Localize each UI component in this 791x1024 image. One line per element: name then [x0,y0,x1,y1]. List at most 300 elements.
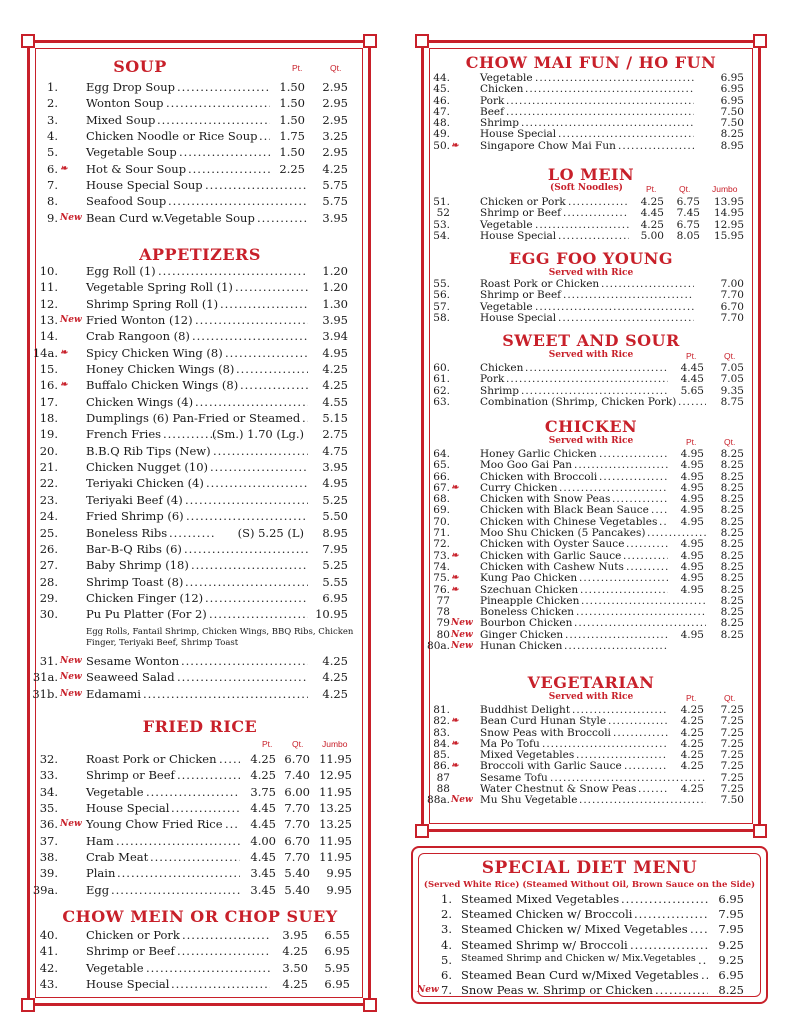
item-number: 77 [436,594,450,607]
item-name: Chicken Finger (12) [86,590,204,605]
leader-dots [150,849,240,865]
appetizers-new-list [30,653,368,702]
leader-dots [525,84,694,95]
item-price: 7.45 [676,207,700,220]
leader-dots [599,449,668,460]
item-number: 57. [433,300,450,313]
item-name: Water Chestnut & Snow Peas [480,783,637,796]
item-name: Broccoli with Garlic Sauce [480,760,622,773]
corner-ornament [363,998,377,1012]
menu-item-row [424,449,758,460]
item-name: Chicken with Oyster Sauce [480,538,625,551]
new-icon: New [417,985,439,996]
item-name: Shrimp Spring Roll (1) [86,296,219,311]
item-price: 1.20 [322,280,348,295]
menu-item-row [30,263,368,279]
item-price: 4.95 [680,470,704,483]
lo-mein-section [424,165,758,242]
item-name: Egg [86,882,110,897]
item-price: 4.25 [680,760,704,773]
item-price: 5.15 [322,411,348,426]
item-number: 8. [47,194,58,209]
item-number: 63. [433,395,450,408]
leader-dots [621,892,708,906]
item-number: 65. [433,459,450,472]
item-name: Shrimp Toast (8) [86,574,184,589]
item-price: 4.45 [250,801,276,816]
special-diet-subtitle: (Served White Rice) (Steamed Without Oil, Brown Sauce on the Side) [423,880,756,890]
chicken-list [424,449,758,652]
item-price: 8.25 [720,606,744,619]
item-number: 22. [39,476,58,491]
menu-item-row [30,492,368,508]
item-name: Boneless Chicken [480,606,575,619]
col-header-pt: Pt. [686,437,697,447]
item-number: 74. [433,560,450,573]
section-title: EGG FOO YOUNG [509,249,673,268]
item-name: House Special [480,128,557,141]
item-name: Curry Chicken [480,481,558,494]
section-title: CHICKEN [544,417,638,436]
item-price: 4.25 [322,362,348,377]
col-header-pt: Pt. [686,351,697,361]
item-name: Mu Shu Vegetable [480,794,578,807]
item-price: 5.50 [322,509,348,524]
item-price: 4.95 [680,628,704,641]
soup-section [30,57,368,225]
item-number: 19. [39,427,58,442]
item-name: House Special [480,311,557,324]
item-name: Shrimp [480,117,520,130]
leader-dots [158,263,308,279]
item-price: 4.25 [282,977,308,992]
leader-dots [179,144,270,160]
item-name: Pu Pu Platter (For 2) [86,607,207,622]
item-price: 4.95 [680,572,704,585]
item-name: Seaweed Salad [86,670,175,685]
item-price: 6.75 [676,218,700,231]
item-price: 6.95 [720,94,744,107]
item-price: 4.95 [680,515,704,528]
item-name: Bean Curd w.Vegetable Soup [86,210,255,225]
leader-dots [580,585,668,596]
item-number: 39a. [32,882,58,897]
leader-dots [157,112,270,128]
chili-icon: ❧ [60,163,68,174]
item-price: 7.70 [284,801,310,816]
item-price: 4.95 [680,459,704,472]
item-number: 60. [433,362,450,374]
menu-item-row [424,141,758,152]
item-name: Combination (Shrimp, Chicken Pork) [480,395,677,408]
leader-dots [568,197,629,208]
item-price: 4.45 [640,207,664,220]
item-price: 5.65 [680,384,704,397]
item-name: Dumplings (6) Pan-Fried or Steamed [86,411,301,426]
item-price: 6.95 [718,968,744,982]
item-price: 12.95 [319,768,352,783]
item-price: 6.75 [676,196,700,208]
menu-item-row [30,849,368,865]
item-name: Edamami [86,686,141,701]
item-price: 5.25 [322,558,348,573]
item-name: Plain [86,866,116,881]
item-name: Vegetable [480,72,533,84]
menu-item-row [30,112,368,128]
leader-dots [209,606,308,622]
menu-item-row [424,220,758,231]
item-number: 45. [433,83,450,96]
item-number: 18. [39,411,58,426]
menu-item-row [30,800,368,816]
col-header-pt: Pt. [686,693,697,703]
item-price: 7.25 [720,771,744,784]
fried-rice-section [30,717,368,897]
item-name: Moo Shu Chicken (5 Pancakes) [480,527,646,540]
item-price: 7.70 [284,850,310,865]
item-price: 5.95 [324,960,350,975]
menu-item-row [30,177,368,193]
item-price: 7.25 [720,783,744,796]
item-name: Chicken with Garlic Sauce [480,549,622,562]
col-header-qt: Qt. [724,437,736,447]
menu-item-row [30,882,368,898]
col-header-qt: Qt. [679,184,691,194]
new-icon: New [451,795,473,806]
leader-dots [690,922,708,936]
item-price: 3.45 [250,866,276,881]
item-price: 8.25 [720,128,744,141]
item-name: Sesame Wonton [86,654,180,668]
item-price: 1.30 [322,296,348,311]
item-name: Vegetable [480,218,533,231]
item-price: 11.95 [319,833,352,848]
menu-item-row [30,459,368,475]
item-price: 3.95 [282,928,308,942]
leader-dots [116,833,240,849]
item-number: 66. [433,470,450,483]
leader-dots [182,927,270,943]
item-number: 31a. [32,670,58,685]
item-price: 6.00 [284,784,310,799]
menu-item-row [30,128,368,144]
item-price: 3.94 [322,329,348,344]
item-price: 6.95 [720,83,744,96]
item-name: Vegetable Spring Roll (1) [86,280,233,295]
menu-item-row [30,960,368,976]
item-price: 4.95 [322,476,348,491]
item-number: 81. [433,704,450,716]
item-name: Vegetable [480,300,533,313]
leader-dots [235,279,308,295]
item-name: Pork [480,373,505,386]
new-icon: New [451,618,473,629]
leader-dots [195,312,308,328]
item-name: Chicken with Black Bean Sauce [480,504,649,517]
item-name: Hunan Chicken [480,640,563,653]
col-header-pt: Pt. [292,63,303,73]
corner-ornament [415,824,429,838]
item-number: 33. [39,768,58,783]
menu-item-row [424,716,758,727]
item-number: 70. [433,515,450,528]
item-price: 12.95 [713,218,744,231]
item-price: 6.95 [324,944,350,959]
col-header-qt: Qt. [292,739,304,749]
egg-foo-young-section [424,249,758,324]
item-price: 7.25 [720,704,744,716]
item-name: Shrimp or Beef [86,944,175,959]
leader-dots [579,795,706,806]
item-price: 4.25 [680,704,704,716]
item-price: 4.25 [680,726,704,739]
item-price: 6.95 [322,590,348,605]
item-price: 8.25 [720,470,744,483]
chili-icon: ❧ [451,738,459,749]
leader-dots [177,669,308,685]
new-icon: New [451,629,473,640]
item-number: 43. [39,977,58,992]
leader-dots [177,79,270,95]
item-price: 8.25 [720,504,744,517]
item-name: Ma Po Tofu [480,737,540,750]
menu-item-row [424,641,758,652]
item-number: 41. [39,944,58,959]
diet-item-row [417,983,748,998]
menu-item-row [30,296,368,312]
leader-dots [169,525,216,541]
item-price: 4.45 [250,850,276,865]
item-price: 8.25 [720,560,744,573]
item-number: 13. [39,313,58,328]
menu-item-row [424,197,758,208]
item-name: Mixed Soup [86,112,156,127]
menu-item-row [424,460,758,471]
leader-dots [574,460,668,471]
item-name: Roast Pork or Chicken [86,752,217,766]
leader-dots [177,943,270,959]
item-price: 8.25 [720,617,744,630]
menu-item-row [30,669,368,685]
item-name: Chicken with Snow Peas [480,493,611,506]
item-number: 44. [433,72,450,84]
item-price: 4.95 [680,481,704,494]
item-price: 4.25 [680,783,704,796]
new-icon: New [60,819,82,830]
leader-dots [163,426,216,442]
menu-item-row [30,574,368,590]
item-name: Shrimp or Beef [480,289,562,302]
col-header-jumbo: Jumbo [322,739,348,749]
platter-note: Egg Rolls, Fantail Shrimp, Chicken Wings, BBQ Ribs, Chicken Finger, Teriyaki Beef, Shrimp Toast [86,627,354,648]
leader-dots [563,208,629,219]
soup-list [30,79,368,226]
item-price: 2.95 [322,96,348,111]
item-price: 5.25 [322,492,348,507]
item-number: 46. [433,94,450,107]
item-price: 1.50 [279,112,305,127]
menu-item-row [30,653,368,669]
item-price: 8.25 [720,594,744,607]
corner-ornament [21,998,35,1012]
item-number: 36. [39,817,58,832]
item-number: 16. [39,378,58,393]
item-name: Teriyaki Chicken (4) [86,476,204,491]
item-price: 7.25 [720,737,744,750]
item-price: 7.70 [284,817,310,832]
leader-dots [564,641,668,652]
item-number: 75. [433,572,450,585]
leader-dots [525,363,668,374]
item-price: 5.75 [322,178,348,193]
item-price: 8.25 [720,549,744,562]
item-price: 1.20 [322,264,348,278]
item-name: Young Chow Fried Rice [86,817,223,832]
item-price: 8.95 [322,525,348,540]
item-name: Kung Pao Chicken [480,572,578,585]
item-number: 11. [39,280,58,295]
item-price: 9.25 [718,952,744,967]
leader-dots [191,557,308,573]
item-number: 20. [39,443,58,458]
item-price: 4.25 [640,218,664,231]
item-price: 14.95 [713,207,744,220]
leader-dots [630,938,708,952]
item-price: 4.55 [322,394,348,409]
menu-item-row [30,865,368,881]
leader-dots [626,562,668,573]
chow-mein-list [30,927,368,992]
leader-dots [638,784,668,795]
item-name: Roast Pork or Chicken [480,278,600,290]
menu-item-row [424,761,758,772]
menu-item-row [30,767,368,783]
item-price: 1.50 [279,80,305,94]
item-number: 55. [433,278,450,290]
leader-dots [143,686,308,702]
item-number: 72. [433,538,450,551]
item-number: 42. [39,960,58,975]
item-price: 7.25 [720,715,744,728]
leader-dots [168,193,308,209]
leader-dots [506,96,694,107]
item-price: 3.50 [282,960,308,975]
item-number: 54. [433,229,450,242]
menu-item-row [30,606,368,622]
leader-dots [205,177,308,193]
item-price: 4.95 [680,504,704,517]
diet-item-row [431,938,748,953]
diet-item-row [431,968,748,983]
item-number: 80 [436,628,450,641]
menu-item-row [30,345,368,361]
leader-dots [210,459,308,475]
item-name: Vegetable [86,784,144,799]
section-subtitle: Served with Rice [548,692,634,702]
menu-item-row [424,290,758,301]
item-price: 9.95 [326,866,352,881]
menu-item-row [30,686,368,702]
leader-dots [624,761,668,772]
item-price: 7.70 [720,311,744,324]
leader-dots [623,551,668,562]
leader-dots [581,596,706,607]
leader-dots [655,983,708,997]
item-number: 80a. [427,640,450,653]
menu-item-row [30,279,368,295]
new-icon: New [60,212,82,223]
leader-dots [698,953,708,967]
leader-dots [506,107,694,118]
item-price: 7.50 [720,105,744,118]
item-number: 35. [39,801,58,816]
item-price: 6.70 [284,833,310,848]
item-name: Vegetable Soup [86,145,177,160]
col-header-pt: Pt. [646,184,657,194]
item-name: Steamed Chicken w/ Broccoli [461,907,633,922]
corner-ornament [363,34,377,48]
item-name: Hot & Sour Soup [86,161,187,176]
col-header-qt: Qt. [330,63,342,73]
item-price: 9.25 [718,937,744,952]
item-number: 76. [433,583,450,596]
item-price: 2.95 [322,145,348,160]
fried-rice-list [30,751,368,898]
item-price: 3.95 [322,460,348,475]
item-number: 9. [47,210,58,225]
menu-item-row [30,475,368,491]
special-diet-title: SPECIAL DIET MENU [481,858,698,878]
item-size-prices: (S) 5.25 (L) [237,525,304,540]
item-number: 37. [39,833,58,848]
menu-item-row [30,95,368,111]
item-price: 2.95 [322,80,348,94]
item-number: 56. [433,289,450,302]
item-price: 7.50 [720,794,744,807]
item-price: 4.25 [322,686,348,701]
chili-icon: ❧ [451,573,459,584]
diet-item-row [431,922,748,937]
item-number: 1. [47,80,58,94]
chili-icon: ❧ [451,761,459,772]
item-price: 13.95 [713,196,744,208]
menu-item-row [30,784,368,800]
item-price: 7.95 [718,922,744,937]
section-subtitle: Served with Rice [548,268,634,278]
item-number: 47. [433,105,450,118]
item-number: 12. [39,296,58,311]
item-number: 85. [433,749,450,762]
leader-dots [565,630,668,641]
leader-dots [181,653,308,669]
leader-dots [206,475,308,491]
item-number: 64. [433,448,450,460]
leader-dots [185,574,308,590]
menu-item-row [424,397,758,408]
item-name: Pork [480,94,505,107]
item-number: 21. [39,460,58,475]
diet-item-row [431,953,748,968]
leader-dots [225,345,308,361]
item-price: 10.95 [315,607,348,622]
item-name: Steamed Bean Curd w/Mixed Vegetables [461,968,699,982]
item-number: 3. [47,112,58,127]
menu-item-row [30,377,368,393]
item-price: 2.95 [322,112,348,127]
item-price: 4.25 [322,654,348,668]
menu-item-row [30,590,368,606]
chow-mai-fun-list [424,73,758,152]
